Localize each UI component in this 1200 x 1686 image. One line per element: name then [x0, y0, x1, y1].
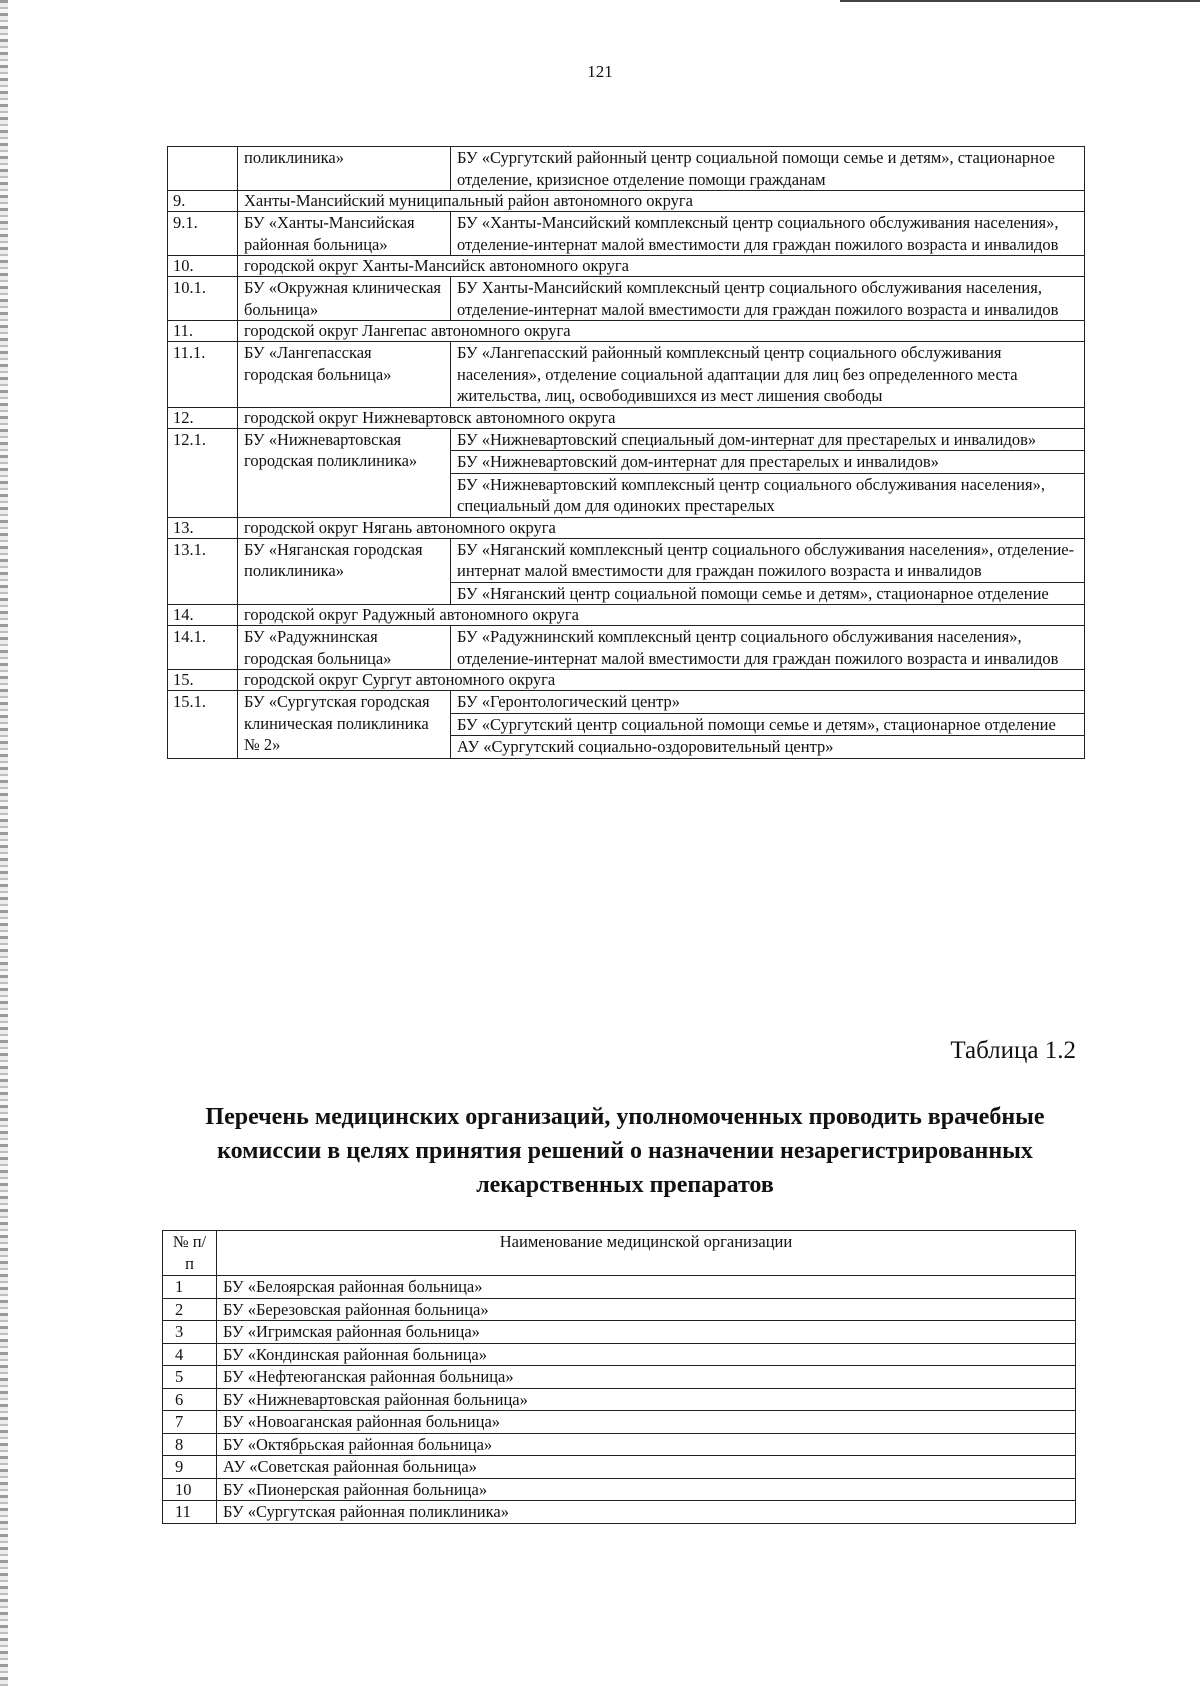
org-number: 6 — [163, 1388, 217, 1411]
org-number: 4 — [163, 1343, 217, 1366]
table-row — [163, 1433, 1076, 1456]
social-center: БУ «Геронтологический центр» — [451, 691, 1085, 714]
medical-organization: БУ «Ханты-Мансийская районная больница» — [238, 212, 451, 256]
org-name: БУ «Пионерская районная больница» — [217, 1478, 1076, 1501]
social-center: БУ «Нижневартовский специальный дом-интернат для престарелых и инвалидов» — [451, 428, 1085, 451]
region-row — [168, 191, 1085, 212]
social-center: БУ «Нижневартовский дом-интернат для престарелых и инвалидов» — [451, 451, 1085, 474]
row-number: 14. — [168, 605, 238, 626]
medical-orgs-table-body — [163, 1276, 1076, 1524]
row-number: 15.1. — [168, 691, 238, 759]
row-number: 14.1. — [168, 626, 238, 670]
org-name: БУ «Белоярская районная больница» — [217, 1276, 1076, 1299]
facility-row — [168, 428, 1085, 451]
org-number: 11 — [163, 1501, 217, 1524]
medical-organization: БУ «Нижневартовская городская поликлиника» — [238, 428, 451, 517]
region-name: городской округ Радужный автономного округа — [238, 605, 1085, 626]
table-row — [163, 1388, 1076, 1411]
row-number: 12. — [168, 407, 238, 428]
social-center: БУ «Няганский комплексный центр социального обслуживания населения», отделение-интернат малой вместимости для граждан пожилого возраста и инвалидов — [451, 538, 1085, 582]
medical-orgs-table — [162, 1230, 1076, 1524]
social-center: БУ «Ханты-Мансийский комплексный центр социального обслуживания населения», отделение-интернат малой вместимости для граждан пожилого возраста и инвалидов — [451, 212, 1085, 256]
header-name: Наименование медицинской организации — [217, 1231, 1076, 1276]
row-number: 13.1. — [168, 538, 238, 605]
facility-row — [168, 212, 1085, 256]
medical-organization: БУ «Няганская городская поликлиника» — [238, 538, 451, 605]
social-center: АУ «Сургутский социально-оздоровительный центр» — [451, 736, 1085, 759]
region-row — [168, 321, 1085, 342]
table-row — [163, 1343, 1076, 1366]
org-name: БУ «Нефтеюганская районная больница» — [217, 1366, 1076, 1389]
social-centers-table — [167, 146, 1085, 759]
social-centers-table-body — [168, 147, 1085, 759]
org-name: БУ «Новоаганская районная больница» — [217, 1411, 1076, 1434]
region-name: городской округ Ханты-Мансийск автономного округа — [238, 256, 1085, 277]
table-row — [163, 1321, 1076, 1344]
row-number: 12.1. — [168, 428, 238, 517]
facility-row — [168, 538, 1085, 582]
row-number — [168, 147, 238, 191]
social-center: БУ «Радужнинский комплексный центр социального обслуживания населения», отделение-интернат малой вместимости для граждан пожилого возраста и инвалидов — [451, 626, 1085, 670]
facility-row — [168, 342, 1085, 408]
facility-row — [168, 691, 1085, 714]
social-center: БУ «Сургутский районный центр социальной помощи семье и детям», стационарное отделение, кризисное отделение помощи гражданам — [451, 147, 1085, 191]
org-name: БУ «Кондинская районная больница» — [217, 1343, 1076, 1366]
region-name: городской округ Нягань автономного округа — [238, 517, 1085, 538]
region-name: городской округ Сургут автономного округа — [238, 670, 1085, 691]
org-number: 7 — [163, 1411, 217, 1434]
facility-row — [168, 277, 1085, 321]
region-row — [168, 407, 1085, 428]
facility-row — [168, 147, 1085, 191]
row-number: 11. — [168, 321, 238, 342]
social-center: БУ «Лангепасский районный комплексный центр социального обслуживания населения», отделение социальной адаптации для лиц без определенного места жительства, лиц, освободившихся из мест лишения свободы — [451, 342, 1085, 408]
row-number: 9. — [168, 191, 238, 212]
table-row — [163, 1411, 1076, 1434]
medical-organization: БУ «Сургутская городская клиническая поликлиника № 2» — [238, 691, 451, 759]
org-number: 5 — [163, 1366, 217, 1389]
table-row — [163, 1501, 1076, 1524]
table-row — [163, 1276, 1076, 1299]
facility-row — [168, 626, 1085, 670]
org-number: 10 — [163, 1478, 217, 1501]
row-number: 15. — [168, 670, 238, 691]
page-number: 121 — [587, 62, 613, 81]
region-row — [168, 605, 1085, 626]
scan-top-artifact — [840, 0, 1200, 2]
org-number: 3 — [163, 1321, 217, 1344]
row-number: 13. — [168, 517, 238, 538]
medical-organization: БУ «Лангепасская городская больница» — [238, 342, 451, 408]
row-number: 10.1. — [168, 277, 238, 321]
org-name: БУ «Нижневартовская районная больница» — [217, 1388, 1076, 1411]
org-name: БУ «Сургутская районная поликлиника» — [217, 1501, 1076, 1524]
org-number: 2 — [163, 1298, 217, 1321]
section-heading: Перечень медицинских организаций, уполномоченных проводить врачебные комиссии в целях принятия решений о назначении незарегистрированных лекарственных препаратов — [205, 1104, 1045, 1198]
org-name: БУ «Березовская районная больница» — [217, 1298, 1076, 1321]
medical-organization: БУ «Окружная клиническая больница» — [238, 277, 451, 321]
social-center: БУ «Нижневартовский комплексный центр социального обслуживания населения», специальный дом для одиноких престарелых — [451, 473, 1085, 517]
medical-orgs-header-row — [163, 1231, 1076, 1276]
medical-organization: БУ «Радужнинская городская больница» — [238, 626, 451, 670]
region-name: городской округ Нижневартовск автономного округа — [238, 407, 1085, 428]
table-row — [163, 1456, 1076, 1479]
org-name: БУ «Игримская районная больница» — [217, 1321, 1076, 1344]
row-number: 11.1. — [168, 342, 238, 408]
medical-organization: поликлиника» — [238, 147, 451, 191]
region-name: городской округ Лангепас автономного округа — [238, 321, 1085, 342]
org-number: 8 — [163, 1433, 217, 1456]
table-caption: Таблица 1.2 — [950, 1037, 1076, 1064]
org-number: 9 — [163, 1456, 217, 1479]
org-name: АУ «Советская районная больница» — [217, 1456, 1076, 1479]
social-center: БУ «Няганский центр социальной помощи семье и детям», стационарное отделение — [451, 582, 1085, 605]
region-row — [168, 517, 1085, 538]
org-number: 1 — [163, 1276, 217, 1299]
org-name: БУ «Октябрьская районная больница» — [217, 1433, 1076, 1456]
region-row — [168, 670, 1085, 691]
header-num: № п/п — [163, 1231, 217, 1276]
table-row — [163, 1366, 1076, 1389]
region-name: Ханты-Мансийский муниципальный район автономного округа — [238, 191, 1085, 212]
social-center: БУ «Сургутский центр социальной помощи семье и детям», стационарное отделение — [451, 713, 1085, 736]
social-center: БУ Ханты-Мансийский комплексный центр социального обслуживания населения, отделение-интернат малой вместимости для граждан пожилого возраста и инвалидов — [451, 277, 1085, 321]
scan-edge-artifact — [0, 0, 8, 1686]
row-number: 9.1. — [168, 212, 238, 256]
table-row — [163, 1298, 1076, 1321]
row-number: 10. — [168, 256, 238, 277]
region-row — [168, 256, 1085, 277]
table-row — [163, 1478, 1076, 1501]
